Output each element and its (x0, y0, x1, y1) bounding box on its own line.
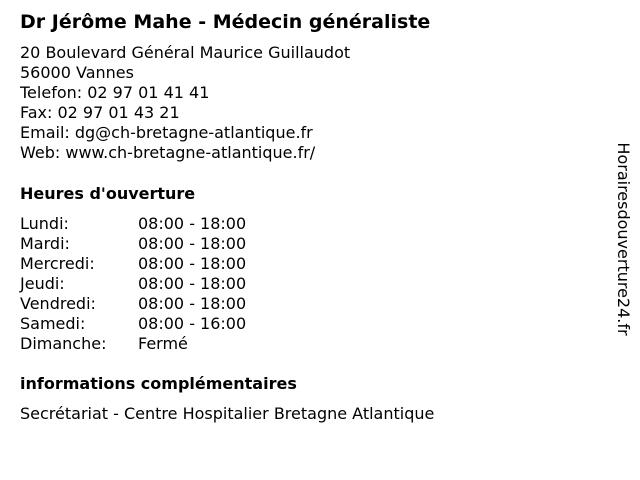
day-label: Samedi: (20, 314, 86, 333)
day-label: Mardi: (20, 234, 70, 253)
hours-row-tuesday (20, 234, 246, 254)
time-value: 08:00 - 18:00 (138, 254, 247, 273)
day-label: Dimanche: (20, 334, 107, 353)
hours-row-thursday (20, 274, 246, 294)
email-address[interactable]: Email: dg@ch-bretagne-atlantique.fr (20, 123, 313, 142)
contact-block (20, 43, 350, 163)
day-label: Vendredi: (20, 294, 96, 313)
day-label: Lundi: (20, 214, 69, 233)
time-value: 08:00 - 16:00 (138, 314, 247, 333)
page-title: Dr Jérôme Mahe - Médecin généraliste (20, 11, 431, 33)
hours-row-saturday (20, 314, 246, 334)
time-value: 08:00 - 18:00 (138, 214, 247, 233)
website-link[interactable]: Web: www.ch-bretagne-atlantique.fr/ (20, 143, 316, 162)
hours-heading: Heures d'ouverture (20, 184, 196, 203)
day-label: Jeudi: (20, 274, 65, 293)
address-city: 56000 Vannes (20, 63, 134, 82)
hours-row-monday (20, 214, 246, 234)
hours-row-sunday (20, 334, 246, 354)
opening-hours-table (20, 214, 246, 354)
address-street: 20 Boulevard Général Maurice Guillaudot (20, 43, 351, 62)
time-value: 08:00 - 18:00 (138, 274, 247, 293)
time-value: 08:00 - 18:00 (138, 294, 247, 313)
phone-number[interactable]: Telefon: 02 97 01 41 41 (20, 83, 210, 102)
day-label: Mercredi: (20, 254, 95, 273)
fax-number: Fax: 02 97 01 43 21 (20, 103, 180, 122)
hours-row-friday (20, 294, 246, 314)
hours-row-wednesday (20, 254, 246, 274)
watermark-text: Horairesdouverture24.fr (614, 142, 633, 336)
info-text: Secrétariat - Centre Hospitalier Bretagne Atlantique (20, 404, 435, 423)
time-value: Fermé (138, 334, 188, 353)
info-heading: informations complémentaires (20, 374, 297, 393)
time-value: 08:00 - 18:00 (138, 234, 247, 253)
